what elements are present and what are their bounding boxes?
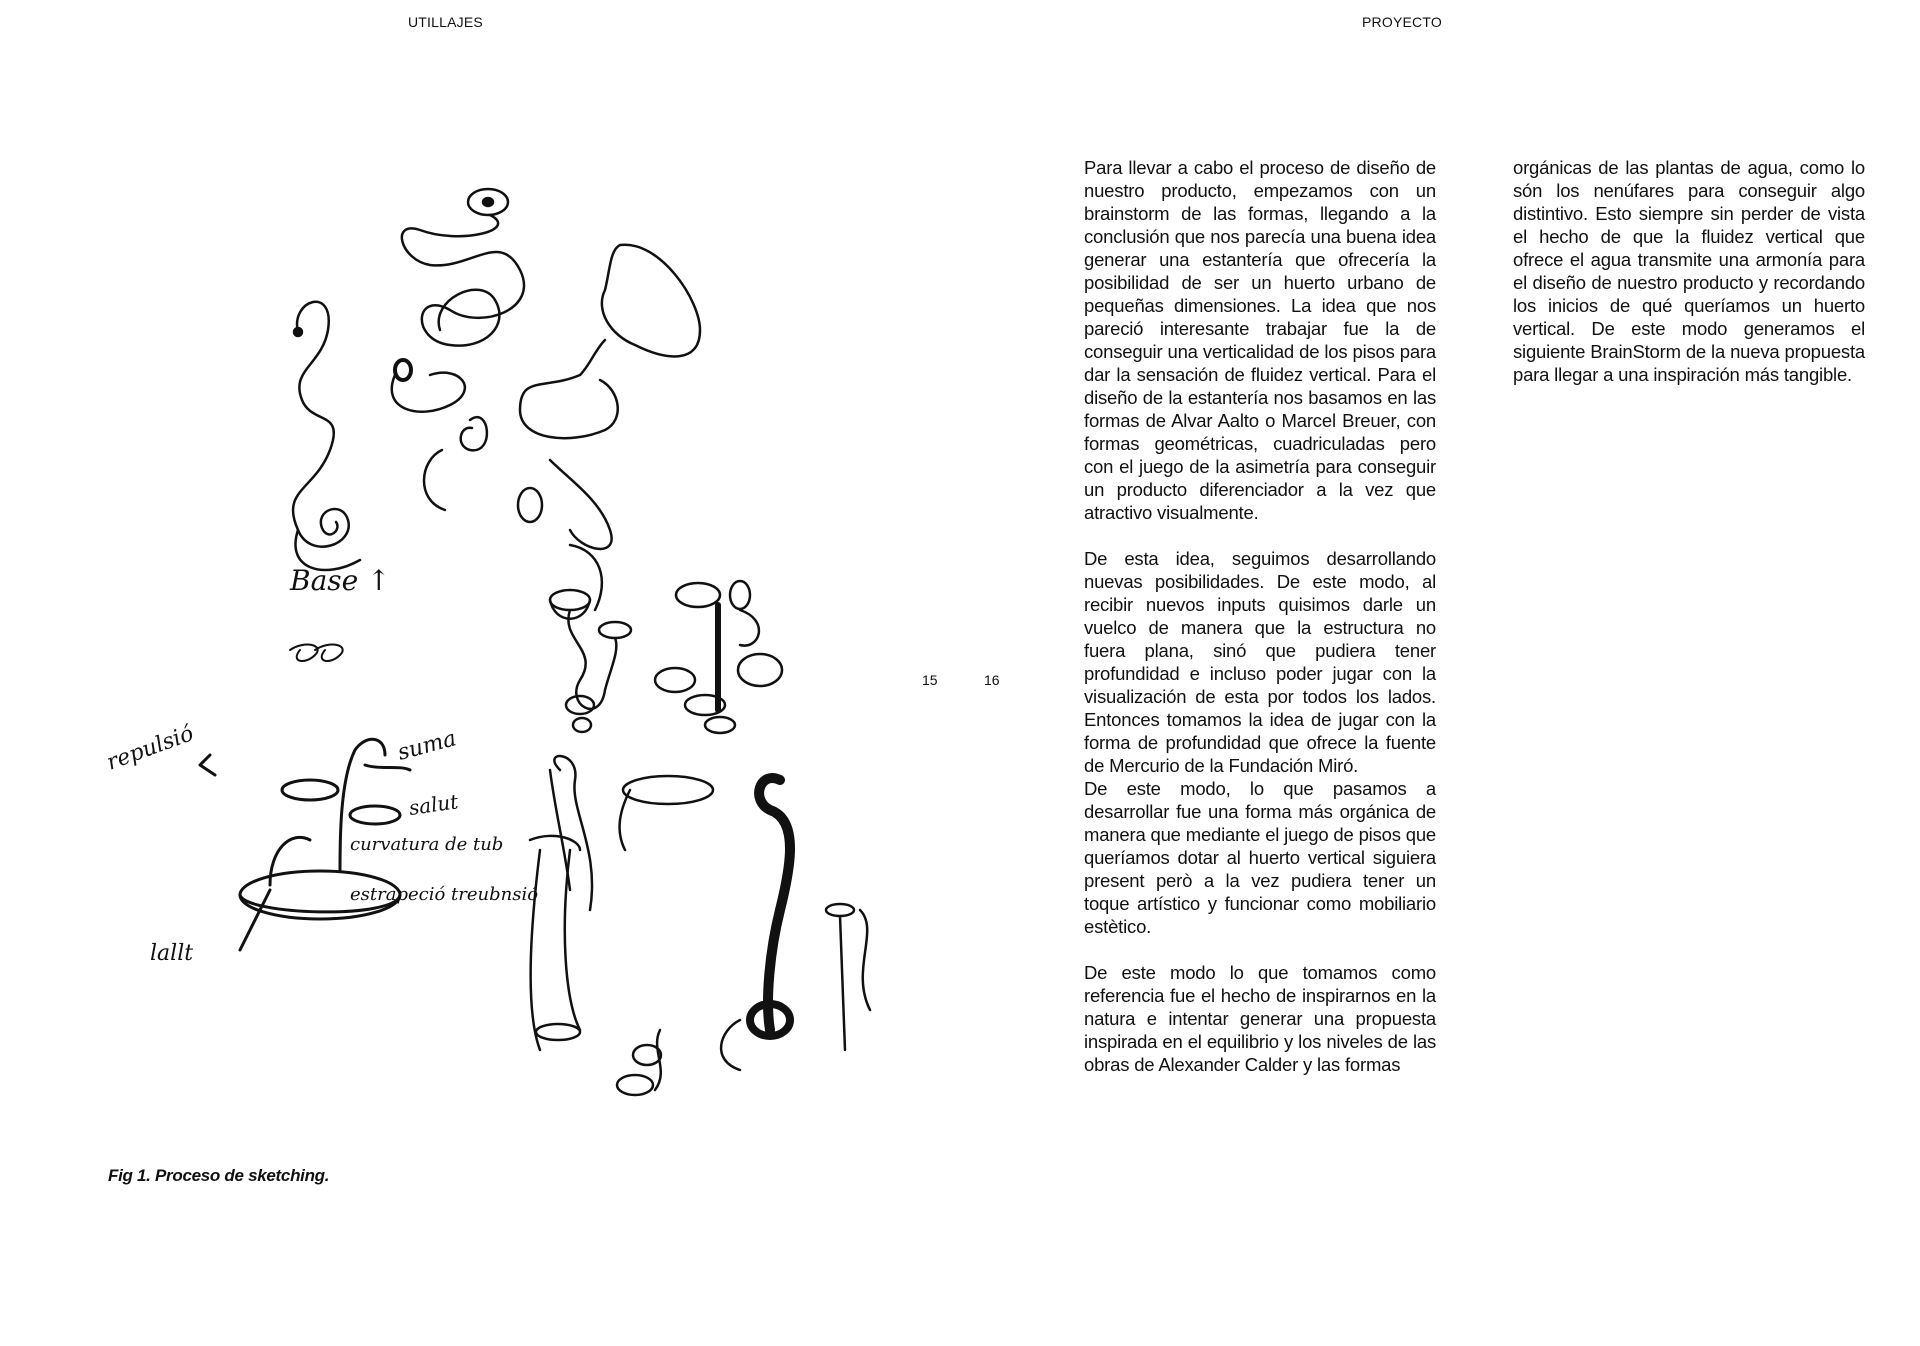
sketch-label-base: Base ↑ <box>290 564 391 597</box>
paragraph-3: De este modo, lo que pasamos a desarrollar fue una forma más orgánica de manera que mediante el juego de pisos que queríamos dotar al huerto vertical siguiera present però a la vez pudiera tener un toque artístico y funcionar como mobiliario estètico. <box>1084 778 1436 937</box>
sketch-label-repulsio: repulsió <box>103 721 198 776</box>
squiggle-spiral-sketch <box>293 302 360 570</box>
text-column-right <box>1513 156 1865 409</box>
tiered-plates-sketch <box>550 545 782 733</box>
header-section-right: PROYECTO <box>1362 14 1442 30</box>
sketch-illustration <box>100 150 880 1100</box>
loop-doodle <box>290 645 343 661</box>
paragraph-1: Para llevar a cabo el proceso de diseño de nuestro producto, empezamos con un brainstorm de las formas, llegando a la conclusión que nos parecía una buena idea generar una estantería que ofrecería la posibilidad de ser un huerto urbano de pequeñas dimensiones. La idea que nos pareció interesante trabajar fue la de conseguir una verticalidad de los pisos para dar la sensación de fluidez vertical. Para el diseño de la estantería nos basamos en las formas de Alvar Aalto o Marcel Breuer, con formas geométricas, cuadriculadas pero con el juego de la asimetría para conseguir un producto diferenciador a la vez que atractivo visualmente. <box>1084 157 1436 523</box>
text-column-left <box>1084 156 1436 1099</box>
sketch-label-suma: suma <box>395 726 459 766</box>
paragraph-4: De este modo lo que tomamos como referencia fue el hecho de inspirarnos en la natura e intentar generar una propuesta inspirada en el equilibrio y los niveles de las obras de Alexander Calder y las formas <box>1084 962 1436 1075</box>
organic-columns-sketch <box>530 756 870 1095</box>
sketch-label-lallt: lallt <box>150 941 194 966</box>
figure-caption: Fig 1. Proceso de sketching. <box>108 1166 330 1185</box>
page-number-right: 16 <box>984 672 1000 688</box>
paragraph-5: orgánicas de las plantas de agua, como lo són los nenúfares para conseguir algo distintivo. Esto siempre sin perder de vista el hecho de que la fluidez vertical que ofrece el agua transmite una armonía para el diseño de nuestro producto y recordando los inicios de qué queríamos un huerto vertical. De este modo generamos el siguiente BrainStorm de la nueva propuesta para llegar a una inspiración más tangible. <box>1513 157 1865 385</box>
sketch-label-estructura: estrapeció treubnsió <box>350 884 539 905</box>
page-number-left: 15 <box>922 672 938 688</box>
sketch-label-curvatura: curvatura de tub <box>350 834 504 855</box>
funnel-sketch <box>520 245 700 549</box>
header-section-left: UTILLAJES <box>408 14 483 30</box>
loop-line-sketch <box>392 189 542 522</box>
sketch-label-salut: salut <box>407 789 460 820</box>
paragraph-2: De esta idea, seguimos desarrollando nuevas posibilidades. De este modo, al recibir nuevos inputs quisimos darle un vuelco de manera que la estructura no fuera plana, sinó que pudiera tener profundidad e incluso poder jugar con la visualización de esta por todos los lados. Entonces tomamos la idea de jugar con la forma de profundidad que ofrece la fuente de Mercurio de la Fundación Miró. <box>1084 548 1436 776</box>
